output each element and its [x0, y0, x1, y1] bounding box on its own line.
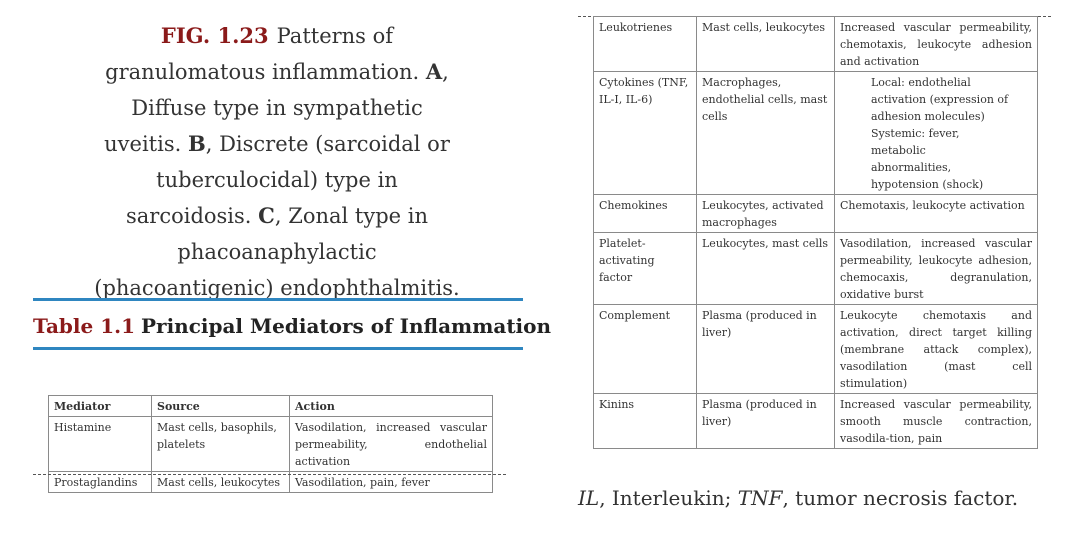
cell-source: Macrophages, endothelial cells, mast cells [697, 72, 835, 195]
figure-label: FIG. 1.23 [160, 23, 269, 48]
table-number: Table 1.1 [33, 314, 135, 338]
cell-action [835, 72, 1038, 195]
part-c-text: , Zonal type in phacoanaphylactic (phacoantigenic) endophthalmitis. [94, 204, 460, 300]
cell-mediator: Leukotrienes [594, 17, 697, 72]
part-a-text: , Diffuse type in sympathetic uveitis. [104, 60, 449, 156]
cell-mediator: Histamine [49, 417, 152, 472]
footnote-abbr-tnf: TNF [737, 486, 783, 510]
table-title-block [33, 298, 552, 350]
table-title [33, 314, 552, 338]
cell-action: Chemotaxis, leukocyte activation [835, 195, 1038, 233]
cell-action: Vasodilation, pain, fever [290, 472, 493, 493]
table-row [594, 195, 1038, 233]
footnote-def-il: , Interleukin; [599, 486, 738, 510]
cell-source: Mast cells, leukocytes [152, 472, 290, 493]
cell-action-systemic: Systemic: fever, metabolic abnormalities, hypotension (shock) [871, 127, 984, 191]
cell-source: Plasma (produced in liver) [697, 305, 835, 394]
cell-mediator: Kinins [594, 394, 697, 449]
footnote-def-tnf: , tumor necrosis factor. [782, 486, 1019, 510]
header-source: Source [152, 396, 290, 417]
table-row [594, 394, 1038, 449]
cell-mediator: Platelet-activating factor [594, 233, 697, 305]
table-row [594, 233, 1038, 305]
part-b-text: , Discrete (sarcoidal or tuberculocidal) type in sarcoidosis. [125, 132, 450, 228]
mediators-table-continued [593, 16, 1038, 449]
figure-title: Patterns of granulomatous inflammation. [105, 24, 420, 84]
part-c-letter: C [258, 203, 275, 228]
footnote-abbr-il: IL [578, 486, 600, 510]
cell-mediator: Chemokines [594, 195, 697, 233]
cell-action: Increased vascular permeability, smooth muscle contraction, vasodila-tion, pain [835, 394, 1038, 449]
part-a-letter: A [425, 59, 443, 84]
cell-action-local: Local: endothelial activation (expression of adhesion molecules) [871, 76, 1009, 123]
cell-source: Plasma (produced in liver) [697, 394, 835, 449]
table-row [49, 417, 493, 472]
cell-source: Leukocytes, mast cells [697, 233, 835, 305]
cell-action: Increased vascular permeability, chemotaxis, leukocyte adhesion and activation [835, 17, 1038, 72]
cell-source: Leukocytes, activated macrophages [697, 195, 835, 233]
table-row [594, 72, 1038, 195]
table-footnote [578, 486, 1018, 510]
cell-source: Mast cells, leukocytes [697, 17, 835, 72]
header-mediator: Mediator [49, 396, 152, 417]
figure-caption [92, 18, 462, 306]
table-title-text: Principal Mediators of Inflammation [141, 314, 552, 338]
mediators-table-part-2 [593, 16, 1038, 449]
part-b-letter: B [187, 131, 206, 156]
cell-mediator: Complement [594, 305, 697, 394]
cell-mediator: Cytokines (TNF, IL-I, IL-6) [594, 72, 697, 195]
dashed-divider-left [33, 474, 506, 475]
mediators-table [48, 395, 493, 493]
table-header-row [49, 396, 493, 417]
table-row [594, 305, 1038, 394]
cell-action: Vasodilation, increased vascular permeability, leukocyte adhesion, chemocaxis, degranulation, oxidative burst [835, 233, 1038, 305]
cell-mediator: Prostaglandins [49, 472, 152, 493]
mediators-table-part-1 [48, 395, 493, 493]
header-action: Action [290, 396, 493, 417]
cell-source: Mast cells, basophils, platelets [152, 417, 290, 472]
table-row [594, 17, 1038, 72]
cell-action: Leukocyte chemotaxis and activation, direct target killing (membrane attack complex), vasodilation (mast cell stimulation) [835, 305, 1038, 394]
cell-action: Vasodilation, increased vascular permeability, endothelial activation [290, 417, 493, 472]
